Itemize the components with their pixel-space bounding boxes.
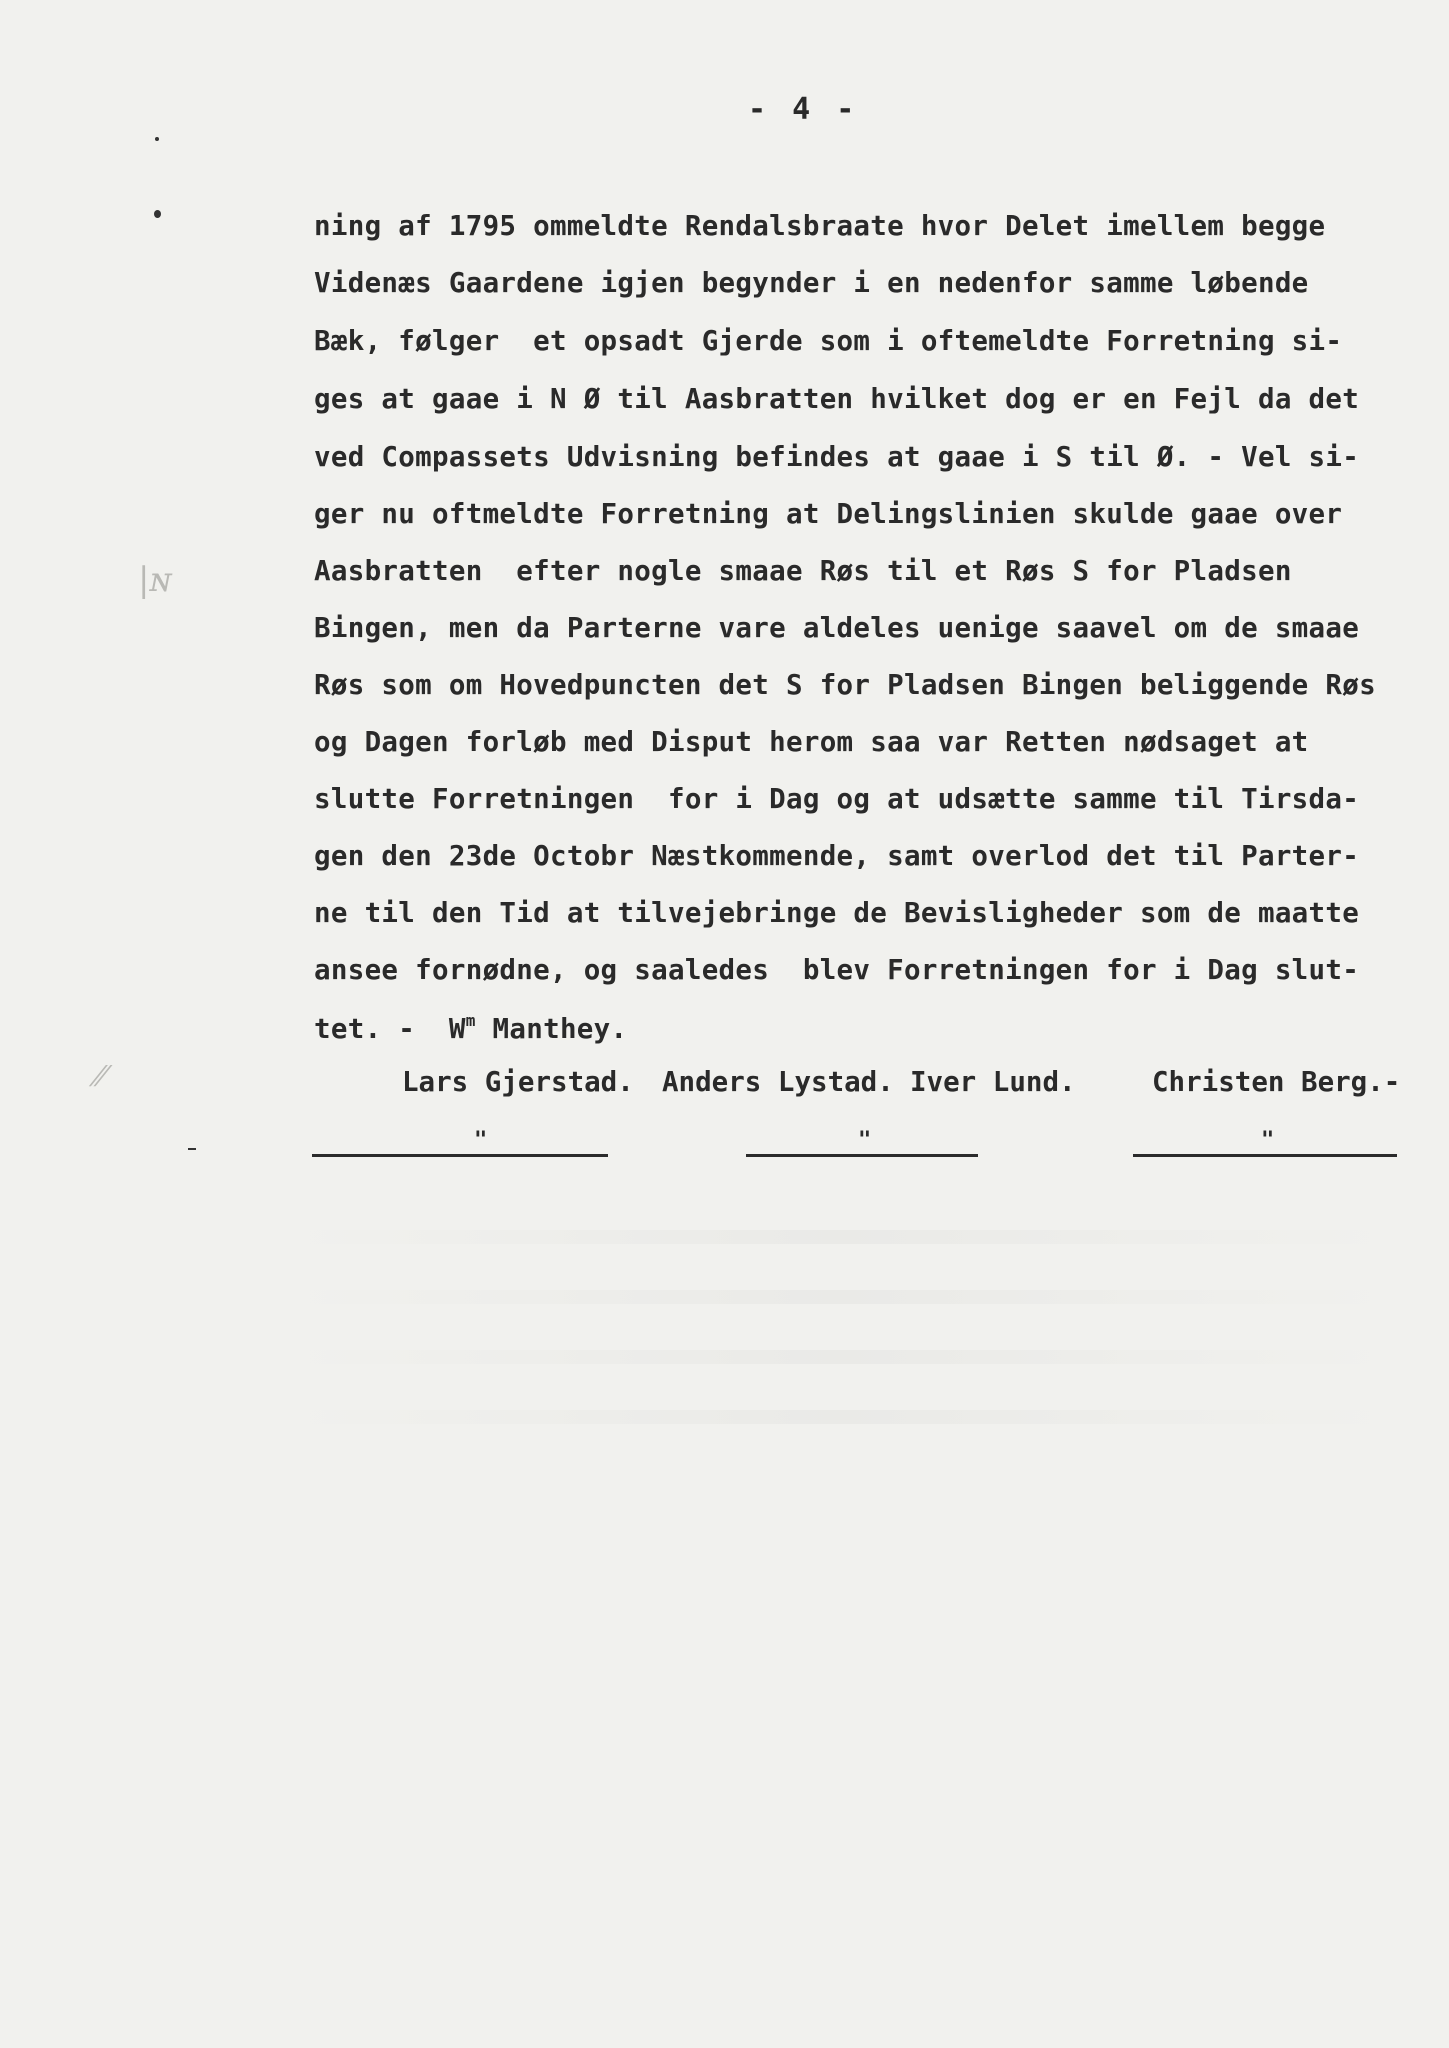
bleed-through-shadow — [290, 1230, 1390, 1244]
text-line-5: ved Compassets Udvisning befindes at gaae i S til Ø. - Vel si- — [314, 441, 1360, 473]
ditto-rule — [746, 1154, 978, 1157]
text-line-3: Bæk, følger et opsadt Gjerde som i oftemeldte Forretning si- — [314, 325, 1343, 357]
margin-dash — [188, 1148, 196, 1150]
text-line-4: ges at gaae i N Ø til Aasbratten hvilket dog er en Fejl da det — [314, 383, 1360, 415]
pencil-mark: ⁄⁄ — [96, 1060, 106, 1093]
signature-4: Christen Berg.- — [1152, 1066, 1401, 1098]
text-line-8: Bingen, men da Parterne vare aldeles uenige saavel om de smaae — [314, 612, 1360, 644]
ditto-line-3 — [1133, 1128, 1397, 1160]
text-line-12: gen den 23de Octobr Næstkommende, samt overlod det til Parter- — [314, 840, 1360, 872]
ditto-line-1 — [312, 1128, 608, 1160]
text-line-10: og Dagen forløb med Disput herom saa var Retten nødsaget at — [314, 726, 1309, 758]
ditto-rule — [1133, 1154, 1397, 1157]
bleed-through-shadow — [290, 1350, 1390, 1364]
signature-3: Iver Lund. — [910, 1066, 1076, 1098]
margin-dot — [154, 210, 161, 218]
bleed-through-shadow — [290, 1290, 1390, 1304]
text-line-14: ansee fornødne, og saaledes blev Forretningen for i Dag slut- — [314, 954, 1360, 986]
ditto-mark: " — [858, 1128, 872, 1153]
closing-line — [314, 1011, 627, 1045]
pencil-mark: |ɴ — [138, 560, 172, 600]
ditto-mark: " — [474, 1128, 488, 1153]
margin-dot-top — [155, 137, 159, 141]
text-line-9: Røs som om Hovedpuncten det S for Pladsen Bingen beliggende Røs — [314, 669, 1376, 701]
text-line-2: Videnæs Gaardene igjen begynder i en nedenfor samme løbende — [314, 267, 1309, 299]
ditto-rule — [312, 1154, 608, 1157]
text-line-1: ning af 1795 ommeldte Rendalsbraate hvor Delet imellem begge — [314, 210, 1326, 242]
signature-2: Anders Lystad. — [662, 1066, 894, 1098]
closing-superscript: m — [465, 1011, 476, 1030]
page-number: - 4 - — [748, 92, 859, 127]
text-line-11: slutte Forretningen for i Dag og at udsætte samme til Tirsda- — [314, 783, 1360, 815]
text-line-13: ne til den Tid at tilvejebringe de Bevisligheder som de maatte — [314, 897, 1360, 929]
closing-name: Manthey. — [475, 1013, 628, 1045]
ditto-line-2 — [746, 1128, 978, 1160]
bleed-through-shadow — [290, 1410, 1390, 1424]
text-line-7: Aasbratten efter nogle smaae Røs til et Røs S for Pladsen — [314, 555, 1292, 587]
signature-1: Lars Gjerstad. — [402, 1066, 634, 1098]
closing-prefix: tet. - W — [314, 1013, 466, 1045]
ditto-mark: " — [1261, 1128, 1275, 1153]
text-line-6: ger nu oftmeldte Forretning at Delingslinien skulde gaae over — [314, 498, 1343, 530]
